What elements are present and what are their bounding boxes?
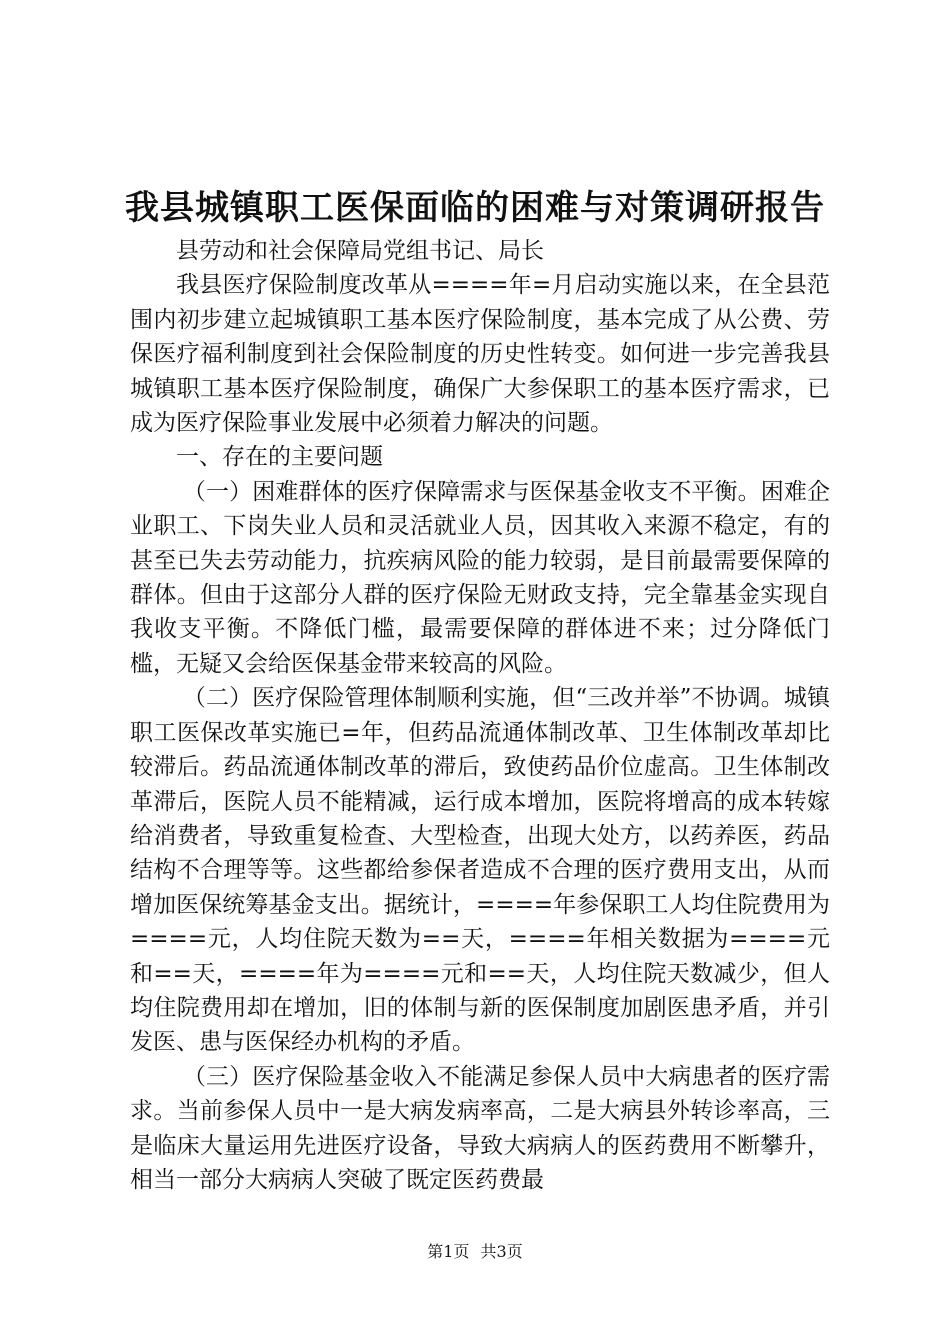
author-line: 县劳动和社会保障局党组书记、局长 — [176, 238, 544, 264]
page-number: 第1页 — [427, 1242, 470, 1261]
document-title: 我县城镇职工医保面临的困难与对策调研报告 — [125, 188, 825, 228]
page-total: 共3页 — [480, 1242, 523, 1261]
paragraph-problem-2: （二）医疗保险管理体制顺利实施，但“三改并举”不协调。城镇职工医保改革实施已=年，但药品流通体制改革、卫生体制改革却比较滞后。药品流通体制改革的滞后，致使药品价位虚高。卫生体制改革滞后，医院人员不能精减，运行成本增加，医院将增高的成本转嫁给消费者，导致重复检查、大型检查，出现大处方，以药养医，药品结构不合理等等。这些都给参保者造成不合理的医疗费用支出，从而增加医保统筹基金支出。据统计，====年参保职工人均住院费用为====元，人均住院天数为==天，====年相关数据为====元和==天，====年为====元和==天，人均住院天数减少，但人均住院费用却在增加，旧的体制与新的医保制度加剧医患矛盾，并引发医、患与医保经办机构的矛盾。 — [130, 685, 830, 1056]
section-heading: 一、存在的主要问题 — [176, 444, 383, 471]
paragraph-problem-1: （一）困难群体的医疗保障需求与医保基金收支不平衡。困难企业职工、下岗失业人员和灵活就业人员，因其收入来源不稳定，有的甚至已失去劳动能力，抗疾病风险的能力较弱，是目前最需要保障的群体。但由于这部分人群的医疗保险无财政支持，完全靠基金实现自我收支平衡。不降低门槛，最需要保障的群体进不来；过分降低门槛，无疑又会给医保基金带来较高的风险。 — [130, 478, 830, 677]
paragraph-intro: 我县医疗保险制度改革从====年=月启动实施以来，在全县范围内初步建立起城镇职工基本医疗保险制度，基本完成了从公费、劳保医疗福利制度到社会保险制度的历史性转变。如何进一步完善我县城镇职工基本医疗保险制度，确保广大参保职工的基本医疗需求，已成为医疗保险事业发展中必须着力解决的问题。 — [130, 272, 830, 437]
page-footer — [0, 1240, 950, 1264]
paragraph-problem-3: （三）医疗保险基金收入不能满足参保人员中大病患者的医疗需求。当前参保人员中一是大病发病率高，二是大病县外转诊率高，三是临床大量运用先进医疗设备，导致大病病人的医药费用不断攀升，相当一部分大病病人突破了既定医药费最 — [130, 1063, 830, 1193]
document-body — [130, 234, 830, 1197]
